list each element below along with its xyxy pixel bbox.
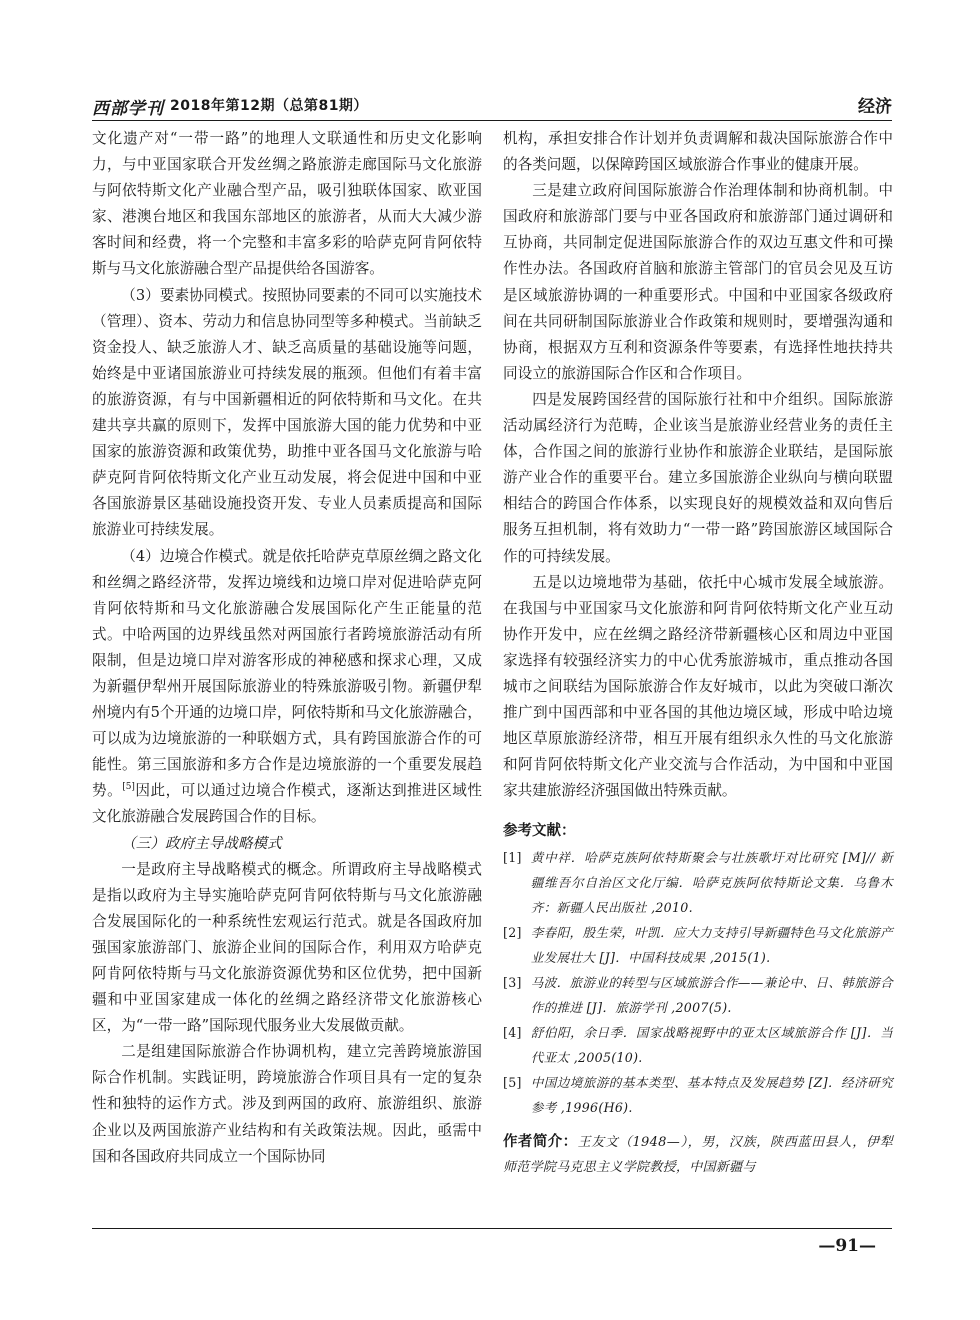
paragraph (92, 544, 482, 831)
reference-item (503, 1020, 893, 1070)
paragraph: 机构，承担安排合作计划并负责调解和裁决国际旅游合作中的各类问题，以保障跨国区域旅游合作事业的健康开展。 (503, 130, 893, 174)
reference-text: 舒伯阳，余日季．国家战略视野中的亚太区域旅游合作 [J]．当代亚太 ,2005(10). (530, 1024, 893, 1065)
section-label: 经济 (858, 97, 892, 117)
references-title: 参考文献： (503, 823, 576, 840)
issue-info: 2018年第12期（总第81期） (170, 98, 368, 114)
section-heading: （三）政府主导战略模式 (121, 834, 282, 852)
journal-logo: 西部学刊 (92, 99, 164, 119)
reference-text: 中国边境旅游的基本类型、基本特点及发展趋势 [Z]．经济研究参考 ,1996(H6). (530, 1074, 893, 1115)
left-column (92, 126, 482, 1170)
paragraph: 二是组建国际旅游合作协调机构，建立完善跨境旅游国际合作机制。实践证明，跨境旅游合作项目具有一定的复杂性和独特的运作方式。涉及到两国的政府、旅游组织、旅游企业以及两国旅游产业结构和有关政策法规。因此，亟需中国和各国政府共同成立一个国际协同 (92, 1043, 482, 1165)
paragraph: 三是建立政府间国际旅游合作治理体制和协商机制。中国政府和旅游部门要与中亚各国政府和旅游部门通过调研和互协商，共同制定促进国际旅游合作的双边互惠文件和可操作性办法。各国政府首脑和旅游主管部门的官员会见及互访是区域旅游协调的一种重要形式。中国和中亚国家各级政府间在共同研制国际旅游业合作政策和规则时，要增强沟通和协商，根据双方互利和资源条件等要素，有选择性地扶持共同设立的旅游国际合作区和合作项目。 (503, 182, 893, 382)
header-rule (92, 120, 892, 121)
reference-text: 李春阳，殷生荣，叶凯．应大力支持引导新疆特色马文化旅游产业发展壮大 [J]．中国科技成果 ,2015(1). (530, 924, 893, 965)
reference-number: [4] (503, 1024, 522, 1040)
reference-number: [1] (503, 849, 522, 865)
paragraph-text: （4）边境合作模式。就是依托哈萨克草原丝绸之路文化和丝绸之路经济带，发挥边境线和边境口岸对促进哈萨克阿肯阿依特斯和马文化旅游融合发展国际化产生正能量的范式。中哈两国的边界线虽然对两国旅行者跨境旅游活动有所限制，但是边境口岸对游客形成的神秘感和探求心理，又成为新疆伊犁州开展国际旅游业的特殊旅游吸引物。新疆伊犁州境内有5个开通的边境口岸，阿依特斯和马文化旅游融合，可以成为边境旅游的一种联姻方式，具有跨国旅游合作的可能性。第三国旅游和多方合作是边境旅游的一个重要发展趋势。 (92, 547, 482, 800)
right-column (503, 126, 893, 1180)
paragraph: 文化遗产对“一带一路”的地理人文联通性和历史文化影响力，与中亚国家联合开发丝绸之路旅游走廊国际马文化旅游与阿依特斯文化产业融合型产品，吸引独联体国家、欧亚国家、港澳台地区和我国东部地区的旅游者，从而大大减少游客时间和经费，将一个完整和丰富多彩的哈萨克阿肯阿依特斯与马文化旅游融合型产品提供给各国游客。 (92, 130, 482, 278)
reference-item (503, 845, 893, 920)
reference-number: [5] (503, 1074, 522, 1090)
page-number: —91— (818, 1236, 876, 1256)
author-bio (503, 1130, 893, 1180)
reference-item (503, 970, 893, 1020)
paragraph: （3）要素协同模式。按照协同要素的不同可以实施技术（管理）、资本、劳动力和信息协同型等多种模式。当前缺乏资金投人、缺乏旅游人才、缺乏高质量的基础设施等问题，始终是中亚诸国旅游业可持续发展的瓶颈。但他们有着丰富的旅游资源，有与中国新疆相近的阿依特斯和马文化。在共建共享共赢的原则下，发挥中国旅游大国的能力优势和中亚国家的旅游资源和政策优势，助推中亚各国马文化旅游与哈萨克阿肯阿依特斯文化产业互动发展，将会促进中国和中亚各国旅游景区基础设施投资开发、专业人员素质提高和国际旅游业可持续发展。 (92, 286, 482, 539)
paragraph: 四是发展跨国经营的国际旅行社和中介组织。国际旅游活动属经济行为范畴，企业该当是旅游业经营业务的责任主体，合作国之间的旅游行业协作和旅游企业联结，是国际旅游产业合作的重要平台。建立多国旅游企业纵向与横向联盟相结合的跨国合作体系，以实现良好的规模效益和双向售后服务互担机制，将有效助力“一带一路”跨国旅游区域国际合作的可持续发展。 (503, 390, 893, 565)
reference-number: [3] (503, 974, 522, 990)
paragraph: 五是以边境地带为基础，依托中心城市发展全域旅游。在我国与中亚国家马文化旅游和阿肯阿依特斯文化产业互动协作开发中，应在丝绸之路经济带新疆核心区和周边中亚国家选择有较强经济实力的中心优秀旅游城市，重点推动各国城市之间联结为国际旅游合作友好城市，以此为突破口渐次推广到中国西部和中亚各国的其他边境区域，形成中哈边境地区草原旅游经济带，相互开展有组织永久性的马文化旅游和阿肯阿依特斯文化产业交流与合作活动，为中国和中亚国家共建旅游经济强国做出特殊贡献。 (503, 573, 893, 800)
reference-number: [2] (503, 924, 522, 940)
paragraph: 一是政府主导战略模式的概念。所谓政府主导战略模式是指以政府为主导实施哈萨克阿肯阿依特斯与马文化旅游融合发展国际化的一种系统性宏观运行范式。就是各国政府加强国家旅游部门、旅游企业间的国际合作，利用双方哈萨克阿肯阿依特斯与马文化旅游资源优势和区位优势，把中国新疆和中亚国家建成一体化的丝绸之路经济带文化旅游核心区，为“一带一路”国际现代服务业大发展做贡献。 (92, 860, 482, 1035)
author-bio-text: 王友文（1948—），男，汉族，陕西蓝田县人，伊犁师范学院马克思主义学院教授，中国新疆与 (503, 1134, 894, 1175)
paragraph-text: 因此，可以通过边境合作模式，逐渐达到推进区域性文化旅游融合发展跨国合作的目标。 (92, 782, 482, 826)
reference-text: 马波．旅游业的转型与区域旅游合作——兼论中、日、韩旅游合作的推进 [J]．旅游学刊 ,2007(5). (530, 974, 893, 1015)
running-header (92, 92, 892, 118)
reference-item (503, 1070, 893, 1120)
footer-rule (92, 1228, 892, 1229)
reference-item (503, 920, 893, 970)
citation-marker: [5] (122, 782, 135, 793)
author-bio-label: 作者简介： (503, 1133, 578, 1150)
reference-text: 黄中祥．哈萨克族阿依特斯聚会与壮族歌圩对比研究 [M]// 新疆维吾尔自治区文化厅编．哈萨克族阿依特斯论文集．乌鲁木齐：新疆人民出版社 ,2010. (530, 849, 893, 915)
